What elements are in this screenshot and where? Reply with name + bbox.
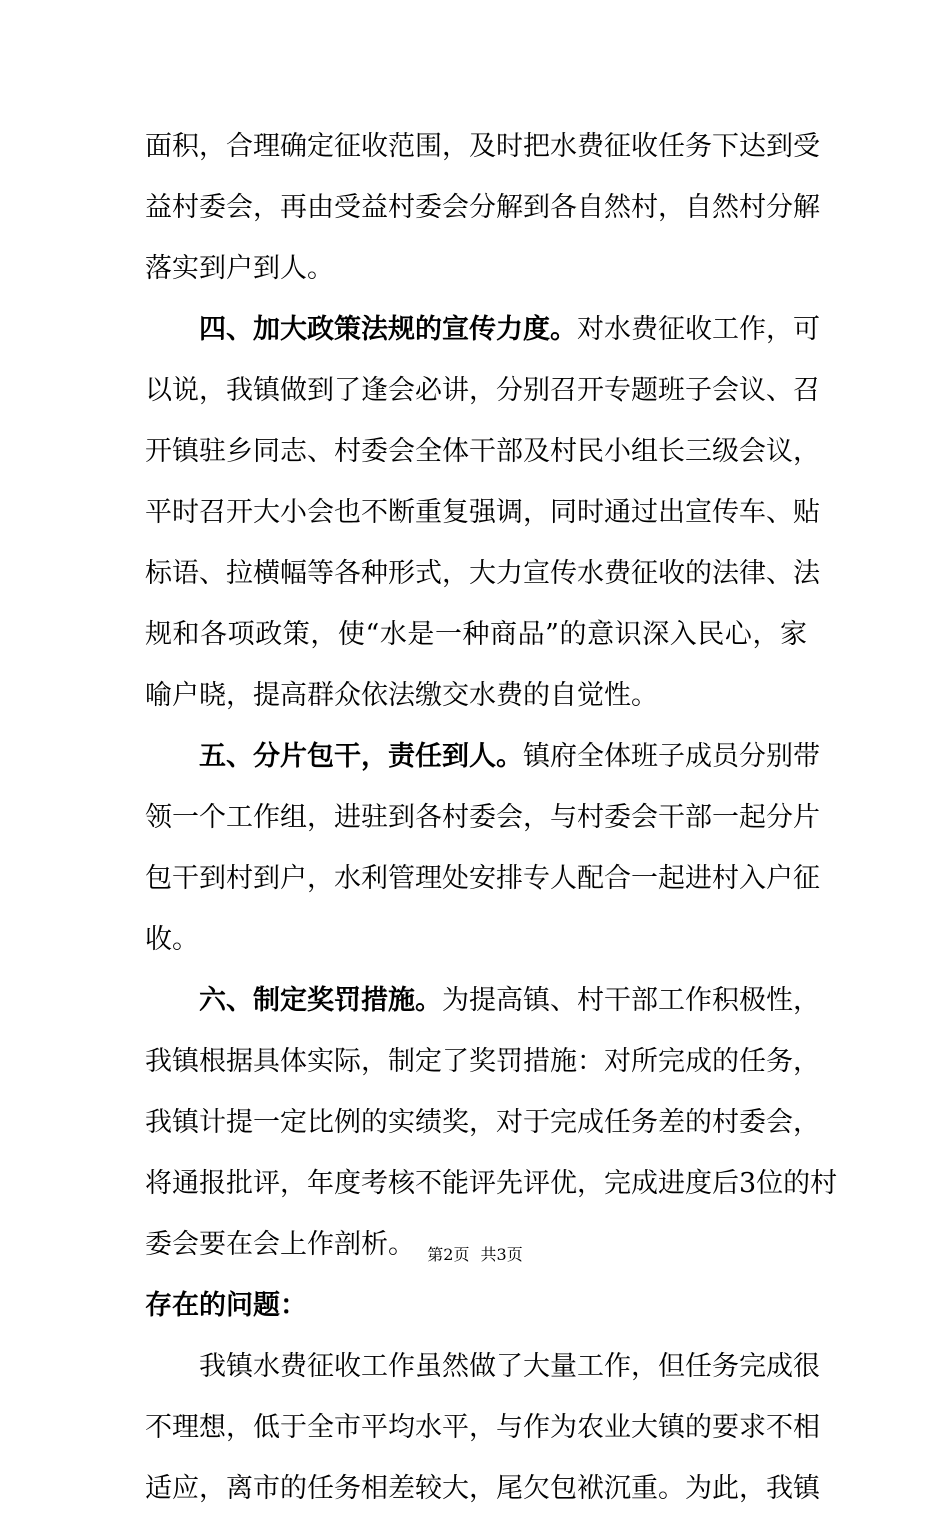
paragraph-line: 平时召开大小会也不断重复强调，同时通过出宣传车、贴 bbox=[145, 497, 820, 528]
page-number-current: 第2页 bbox=[427, 1245, 470, 1264]
paragraph-four-heading: 四、加大政策法规的宣传力度。 bbox=[199, 314, 577, 345]
paragraph-line: 领一个工作组，进驻到各村委会，与村委会干部一起分片 bbox=[145, 802, 820, 833]
paragraph-line: 以说，我镇做到了逢会必讲，分别召开专题班子会议、召 bbox=[145, 375, 820, 406]
paragraph-line: 我镇水费征收工作虽然做了大量工作，但任务完成很 bbox=[199, 1351, 820, 1382]
paragraph-line: 益村委会，再由受益村委会分解到各自然村，自然村分解 bbox=[145, 192, 820, 223]
paragraph-line: 喻户晓，提高群众依法缴交水费的自觉性。 bbox=[145, 680, 658, 711]
paragraph-line: 收。 bbox=[145, 924, 199, 955]
document-body bbox=[145, 116, 838, 1519]
paragraph-line: 将通报批评，年度考核不能评先评优，完成进度后3位的村 bbox=[145, 1168, 838, 1199]
paragraph-line: 我镇计提一定比例的实绩奖，对于完成任务差的村委会， bbox=[145, 1107, 820, 1138]
section-heading-problems: 存在的问题： bbox=[145, 1290, 307, 1321]
paragraph-line: 开镇驻乡同志、村委会全体干部及村民小组长三级会议， bbox=[145, 436, 820, 467]
paragraph-line: 不理想，低于全市平均水平，与作为农业大镇的要求不相 bbox=[145, 1412, 820, 1443]
paragraph-line: 我镇根据具体实际，制定了奖罚措施：对所完成的任务， bbox=[145, 1046, 820, 1077]
paragraph-six-first-line bbox=[145, 970, 820, 1031]
paragraph-line: 规和各项政策，使“水是一种商品”的意识深入民心，家 bbox=[145, 619, 807, 650]
paragraph-six-first-line-text: 为提高镇、村干部工作积极性， bbox=[442, 985, 820, 1016]
page-number-total: 共3页 bbox=[480, 1245, 523, 1264]
paragraph-six-heading: 六、制定奖罚措施。 bbox=[199, 985, 442, 1016]
page-footer bbox=[0, 1242, 950, 1265]
paragraph-line: 委会要在会上作剖析。 bbox=[145, 1229, 415, 1260]
paragraph-line: 面积，合理确定征收范围，及时把水费征收任务下达到受 bbox=[145, 131, 820, 162]
paragraph-five-first-line-text: 镇府全体班子成员分别带 bbox=[523, 741, 820, 772]
paragraph-five-first-line bbox=[145, 726, 820, 787]
paragraph-four-first-line bbox=[145, 299, 820, 360]
paragraph-four-first-line-text: 对水费征收工作，可 bbox=[577, 314, 820, 345]
paragraph-line: 包干到村到户，水利管理处安排专人配合一起进村入户征 bbox=[145, 863, 820, 894]
paragraph-line: 适应，离市的任务相差较大，尾欠包袱沉重。为此，我镇 bbox=[145, 1473, 820, 1504]
paragraph-five-heading: 五、分片包干，责任到人。 bbox=[199, 741, 523, 772]
paragraph-line: 标语、拉横幅等各种形式，大力宣传水费征收的法律、法 bbox=[145, 558, 820, 589]
paragraph-line: 落实到户到人。 bbox=[145, 253, 334, 284]
